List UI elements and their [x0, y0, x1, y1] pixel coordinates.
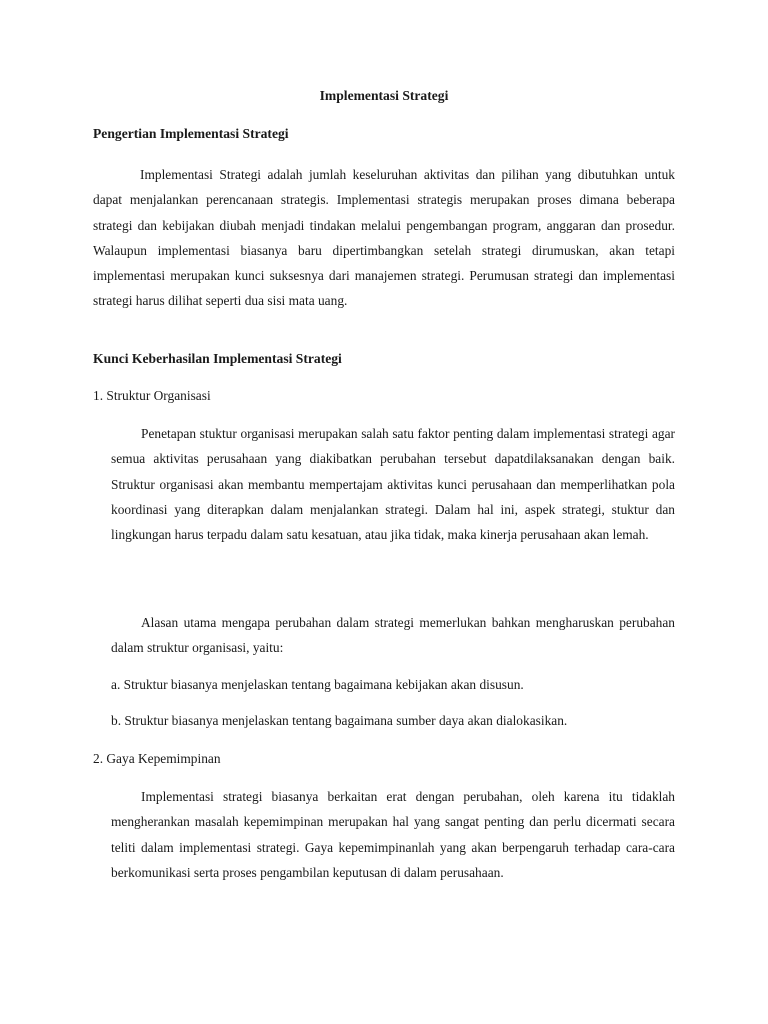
paragraph-struktur-organisasi: Penetapan stuktur organisasi merupakan salah satu faktor penting dalam implementasi strategi agar semua aktivitas perusahaan yang diakibatkan perubahan tersebut dapatdilaksanakan dengan baik. Struktur organisasi akan membantu mempertajam aktivitas kunci perusahaan dan memperlihatkan pola koordinasi yang diterapkan dalam menjalankan strategi. Dalam hal ini, aspek strategi, stuktur dan lingkungan harus terpadu dalam satu kesatuan, atau jika tidak, maka kinerja perusahaan akan lemah. [111, 426, 675, 543]
document-title: Implementasi Strategi [319, 88, 449, 103]
list-item-point-a: a. Struktur biasanya menjelaskan tentang bagaimana kebijakan akan disusun. [111, 677, 524, 692]
section-heading-kunci-keberhasilan: Kunci Keberhasilan Implementasi Strategi [93, 351, 342, 366]
list-item-gaya-kepemimpinan: 2. Gaya Kepemimpinan [93, 751, 221, 766]
paragraph-gaya-kepemimpinan: Implementasi strategi biasanya berkaitan erat dengan perubahan, oleh karena itu tidaklah mengherankan masalah kepemimpinan merupakan hal yang sangat penting dan perlu dicermati secara teliti dalam implementasi strategi. Gaya kepemimpinanlah yang akan berpengaruh terhadap cara-cara berkomunikasi serta proses pengambilan keputusan di dalam perusahaan. [111, 789, 675, 880]
paragraph-alasan-utama: Alasan utama mengapa perubahan dalam strategi memerlukan bahkan mengharuskan perubahan dalam struktur organisasi, yaitu: [111, 615, 675, 656]
section-heading-pengertian: Pengertian Implementasi Strategi [93, 126, 289, 141]
list-item-struktur-organisasi: 1. Struktur Organisasi [93, 388, 211, 403]
paragraph-pengertian: Implementasi Strategi adalah jumlah keseluruhan aktivitas dan pilihan yang dibutuhkan untuk dapat menjalankan perencanaan strategis. Implementasi strategis merupakan proses dimana beberapa strategi dan kebijakan diubah menjadi tindakan melalui pengembangan program, anggaran dan prosedur. Walaupun implementasi biasanya baru dipertimbangkan setelah strategi dirumuskan, akan tetapi implementasi merupakan kunci suksesnya dari manajemen strategi. Perumusan strategi dan implementasi strategi harus dilihat seperti dua sisi mata uang. [93, 167, 675, 309]
list-item-point-b: b. Struktur biasanya menjelaskan tentang bagaimana sumber daya akan dialokasikan. [111, 713, 568, 728]
